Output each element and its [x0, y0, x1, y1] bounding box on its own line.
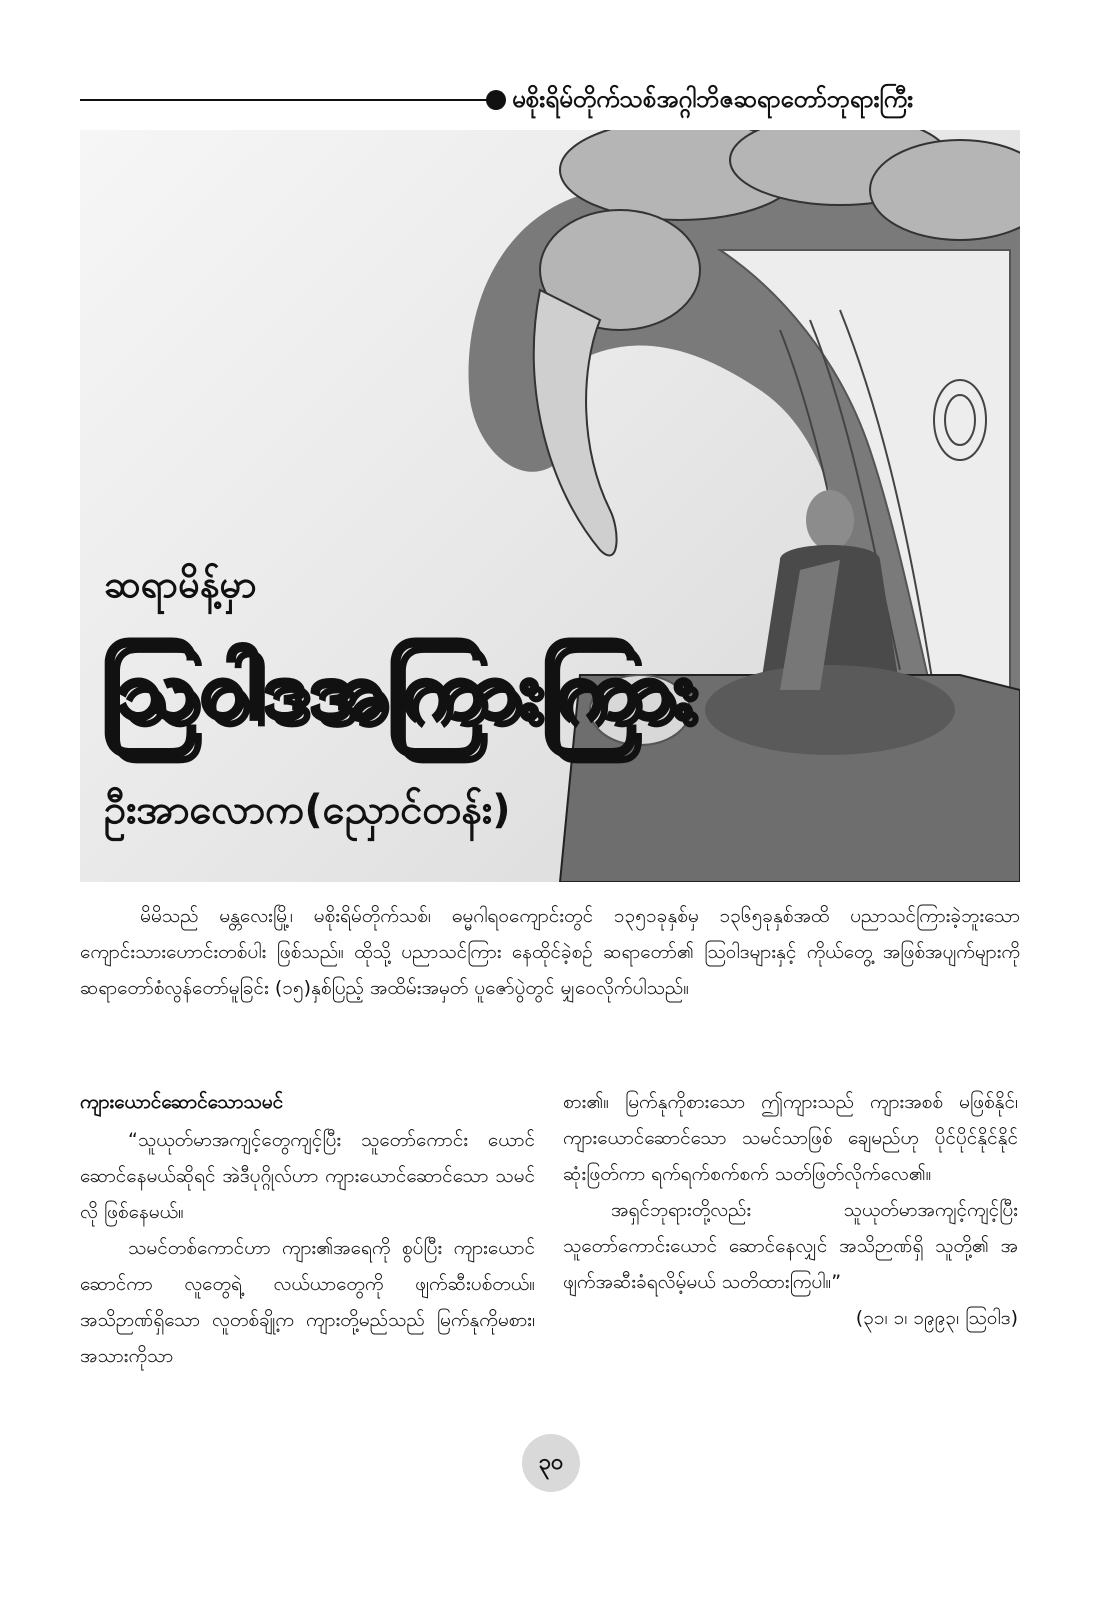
- page-number: ၃၀: [522, 1434, 580, 1492]
- article-title: ဩဝါဒအကြားကြား: [102, 640, 697, 738]
- left-column: [80, 1084, 535, 1374]
- citation-date: (၃၁၊ ၁၊ ၁၉၉၃၊ ဩဝါဒ): [855, 1307, 1018, 1329]
- section-heading: ကျားယောင်ဆောင်သောသမင်: [80, 1091, 284, 1113]
- body-paragraph: “သူယုတ်မာအကျင့်တွေကျင့်ပြီး သူတော်ကောင်း ယောင် ဆောင်နေမယ်ဆိုရင် အဲဒီပုဂ္ဂိုလ်ဟာ ကျားယောင်ဆောင်သော သမင်လို ဖြစ်နေမယ်။: [80, 1129, 535, 1223]
- running-title: မစိုးရိမ်တိုက်သစ်အဂ္ဂါဘိဇဆရာတော်ဘုရားကြီး: [512, 85, 914, 113]
- header-bullet: [486, 90, 506, 110]
- article-source: ဦးအာလောက(ညှောင်တန်း): [104, 787, 511, 833]
- hero-illustration: [80, 130, 1020, 882]
- body-paragraph: အရှင်ဘုရားတို့လည်း သူယုတ်မာအကျင့်ကျင့်ပြီး သူတော်ကောင်းယောင် ဆောင်နေလျှင် အသိဉာဏ်ရှိ သူတို့၏ အဖျက်အဆီးခံရလိမ့်မယ် သတိထားကြပါ။”: [563, 1199, 1018, 1293]
- header-rule: [80, 99, 492, 101]
- intro-paragraph: မိမိသည် မန္တလေးမြို့၊ မစိုးရိမ်တိုက်သစ်၊ ဓမ္မဂါရဝကျောင်းတွင် ၁၃၅၁ခုနှစ်မှ ၁၃၆၅ခုနှစ်အထိ ပညာသင်ကြားခဲ့ဘူးသော ကျောင်းသားဟောင်းတစ်ပါး ဖြစ်သည်။ ထိုသို့ ပညာသင်ကြား နေထိုင်ခဲ့စဉ် ဆရာတော်၏ ဩဝါဒများနှင့် ကိုယ်တွေ့ အဖြစ်အပျက်များကို ဆရာတော်စံလွန်တော်မူခြင်း (၁၅)နှစ်ပြည့် အထိမ်းအမှတ် ပူဇော်ပွဲတွင် မျှဝေလိုက်ပါသည်။: [80, 905, 1020, 999]
- right-column: [563, 1084, 1018, 1336]
- body-paragraph: စား၏။ မြက်နုကိုစားသော ဤကျားသည် ကျားအစစ် မဖြစ်နိုင်၊ ကျားယောင်ဆောင်သော သမင်သာဖြစ် ချေမည်ဟု ပိုင်ပိုင်နိုင်နိုင် ဆုံးဖြတ်ကာ ရက်ရက်စက်စက် သတ်ဖြတ်လိုက်လေ၏။: [563, 1091, 1018, 1185]
- article-author: ဆရာမိန့်မှာ: [104, 562, 257, 606]
- bodhi-tree-illustration: [80, 130, 1020, 882]
- body-paragraph: သမင်တစ်ကောင်ဟာ ကျား၏အရေကို စွပ်ပြီး ကျားယောင်ဆောင်ကာ လူတွေရဲ့ လယ်ယာတွေကို ဖျက်ဆီးပစ်တယ်။ အသိဉာဏ်ရှိသော လူတစ်ချို့က ကျားတို့မည်သည် မြက်နုကိုမစား၊ အသားကိုသာ: [80, 1237, 535, 1367]
